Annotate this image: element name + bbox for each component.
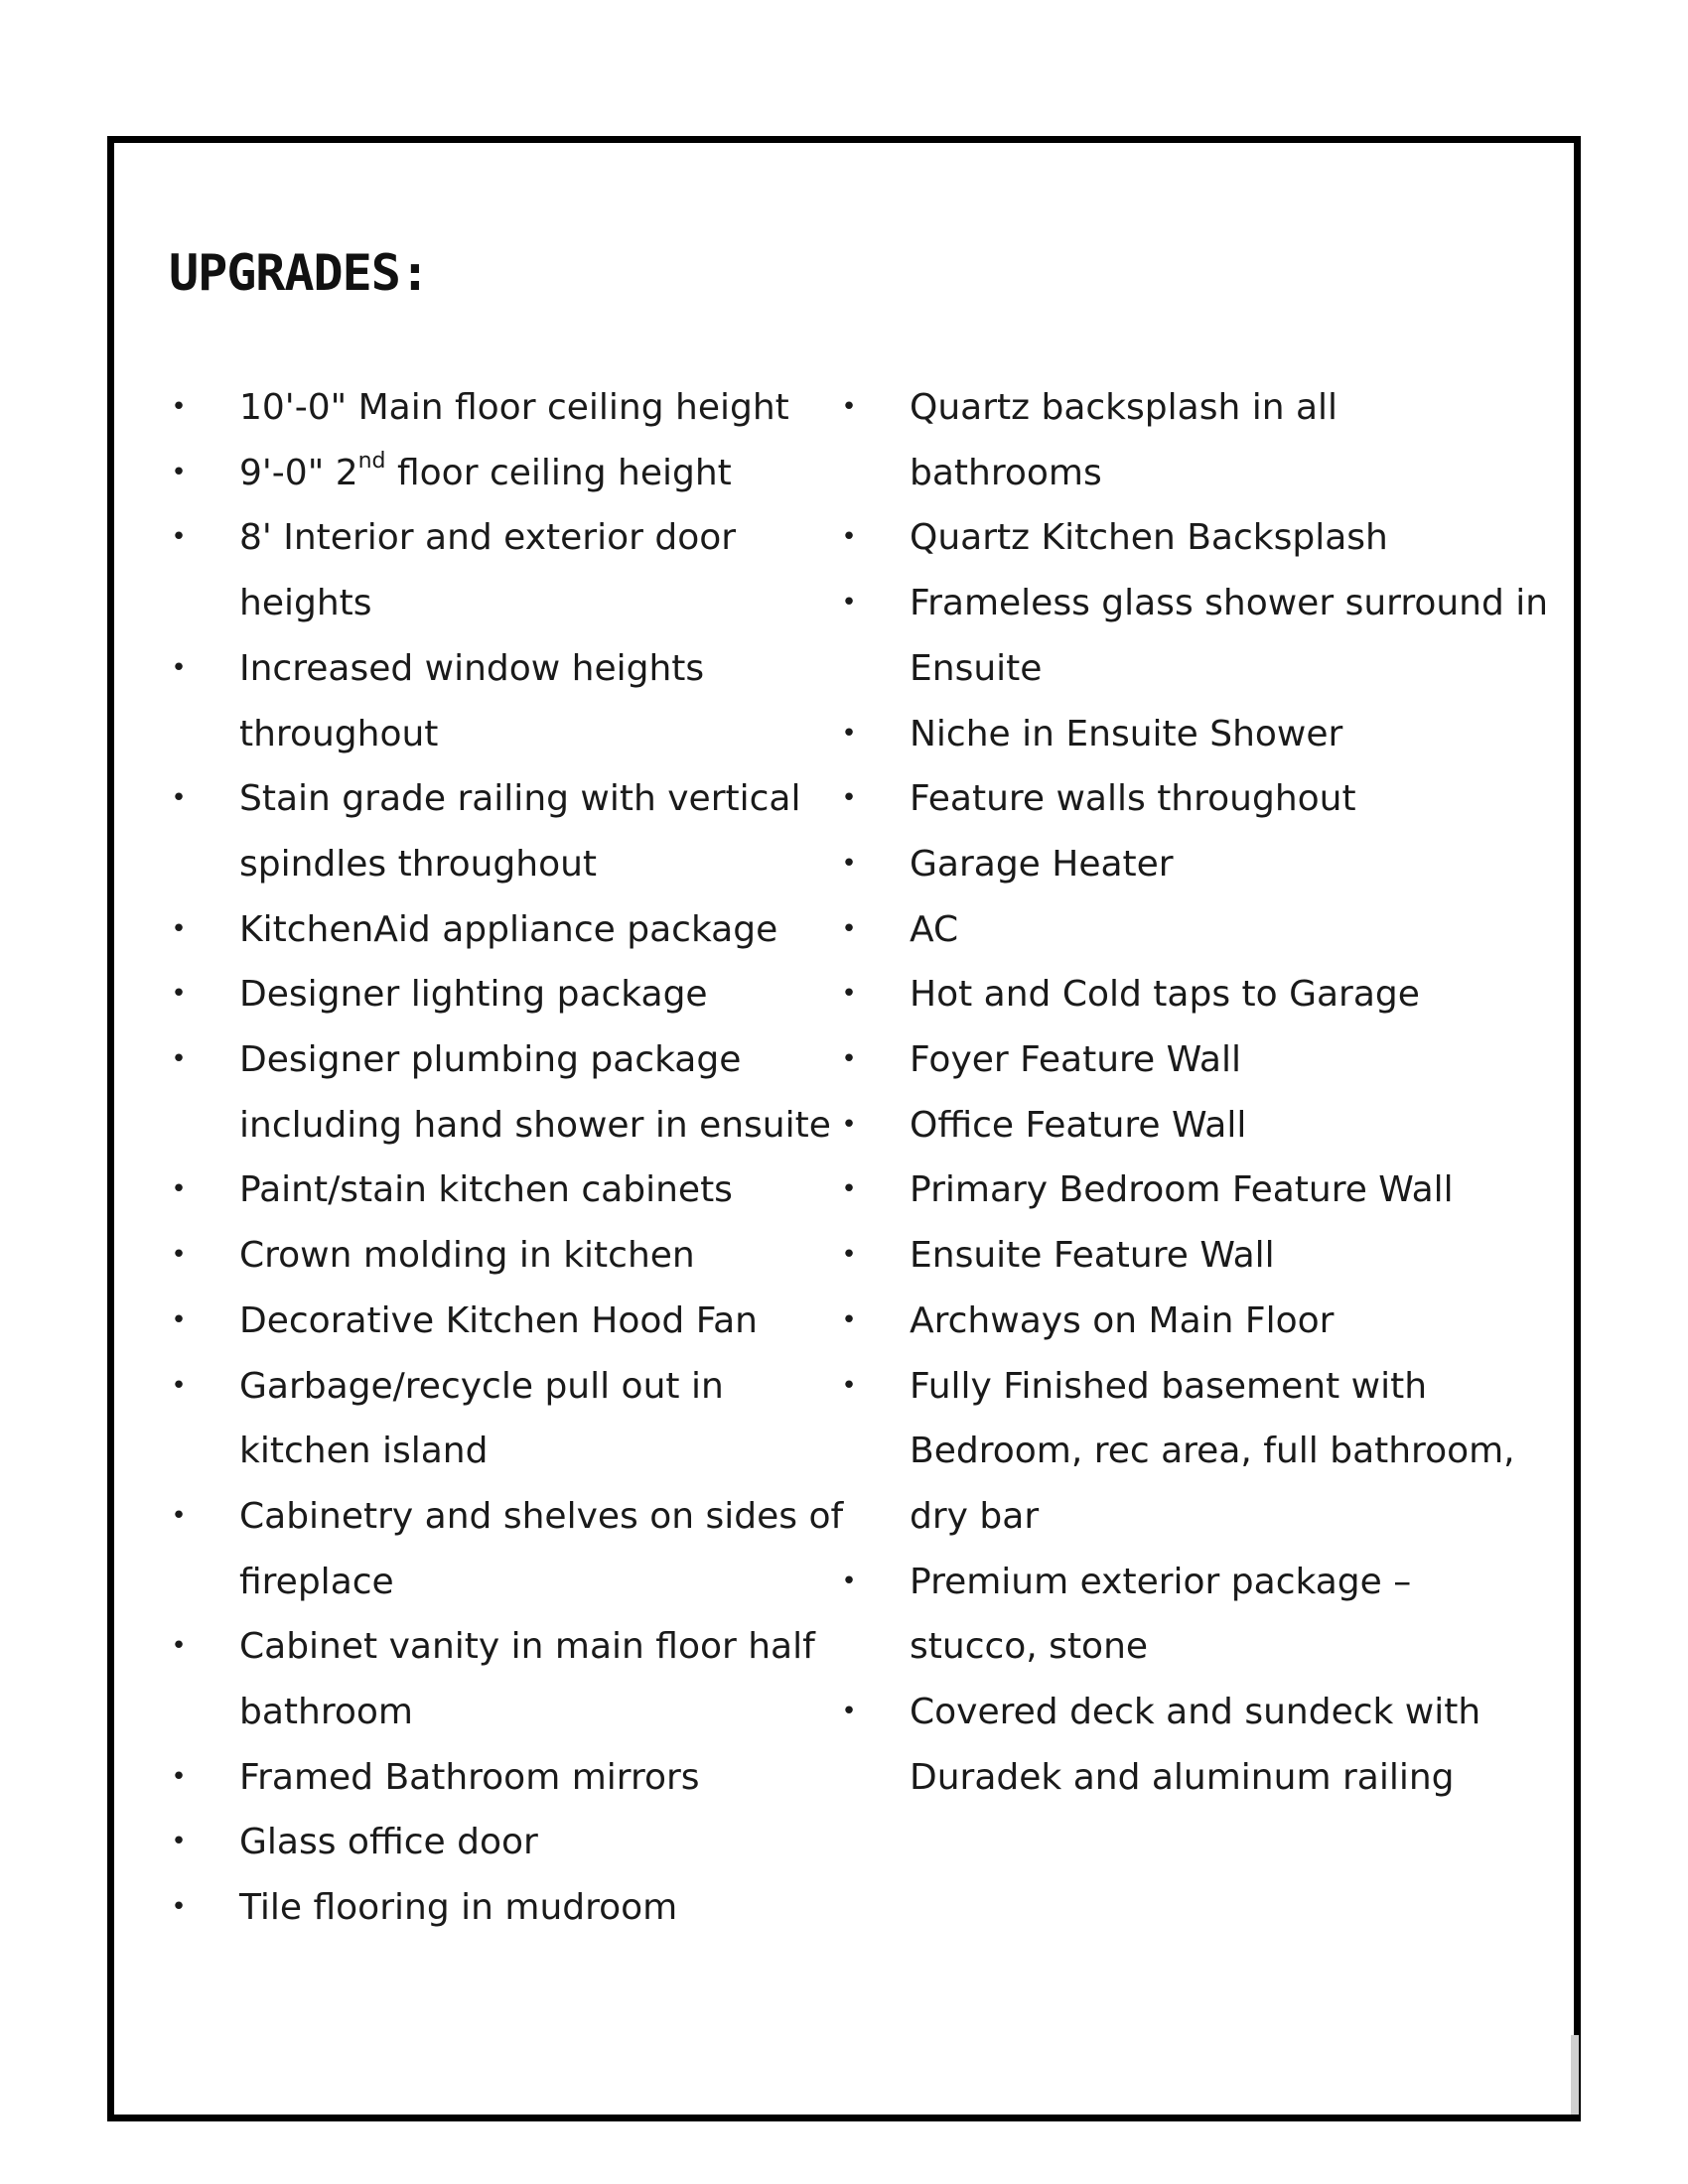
list-item xyxy=(169,1875,834,1941)
list-item-text: heights xyxy=(239,583,372,624)
list-item xyxy=(169,766,834,896)
bullet-icon: • xyxy=(841,522,857,553)
bullet-icon: • xyxy=(171,1240,187,1271)
list-item xyxy=(839,1354,1534,1550)
list-item-text: Frameless glass shower surround in xyxy=(910,583,1549,624)
list-item-text: Cabinetry and shelves on sides of xyxy=(239,1495,844,1537)
bullet-icon: • xyxy=(841,979,857,1010)
list-item-text: Hot and Cold taps to Garage xyxy=(910,974,1420,1016)
list-item-text: bathrooms xyxy=(910,452,1102,493)
bullet-icon: • xyxy=(171,457,187,487)
list-item xyxy=(839,1027,1534,1093)
bullet-icon: • xyxy=(171,1761,187,1792)
list-item xyxy=(169,636,834,766)
list-item xyxy=(839,1550,1534,1680)
list-item-text: KitchenAid appliance package xyxy=(239,908,778,950)
list-item-text: throughout xyxy=(239,713,439,754)
list-item xyxy=(169,1810,834,1875)
list-item-text: Premium exterior package – xyxy=(910,1561,1412,1602)
list-item xyxy=(839,571,1549,701)
list-item xyxy=(169,1223,834,1289)
list-item xyxy=(839,1158,1534,1223)
bullet-icon: • xyxy=(841,1566,857,1596)
list-item-text: Feature walls throughout xyxy=(910,778,1356,820)
bullet-icon: • xyxy=(171,522,187,553)
bullet-icon: • xyxy=(841,1044,857,1075)
list-item-text xyxy=(239,441,834,506)
list-item xyxy=(839,702,1534,767)
list-item-text: Quartz Kitchen Backsplash xyxy=(910,517,1388,559)
list-item xyxy=(169,505,834,635)
bullet-icon: • xyxy=(171,913,187,944)
list-item-text: Framed Bathroom mirrors xyxy=(239,1756,700,1798)
list-item-text: Fully Finished basement with xyxy=(910,1365,1428,1407)
list-item xyxy=(169,1745,834,1811)
list-item-text: Archways on Main Floor xyxy=(910,1299,1335,1341)
list-item xyxy=(839,1680,1534,1810)
bullet-icon: • xyxy=(171,1370,187,1401)
list-item xyxy=(169,962,834,1027)
bullet-icon: • xyxy=(171,1044,187,1075)
list-item-text: Foyer Feature Wall xyxy=(910,1039,1241,1081)
bullet-icon: • xyxy=(841,783,857,814)
list-item-text: Ensuite xyxy=(910,647,1043,689)
list-item-text: Quartz backsplash in all xyxy=(910,387,1338,428)
page-border-shadow xyxy=(1571,2035,1579,2115)
list-item-text: Cabinet vanity in main floor half xyxy=(239,1626,815,1668)
list-item-text: Stain grade railing with vertical xyxy=(239,778,801,820)
list-item xyxy=(169,1158,834,1223)
bullet-icon: • xyxy=(841,1304,857,1335)
bullet-icon: • xyxy=(171,979,187,1010)
list-item-text-part: floor ceiling height xyxy=(385,452,732,493)
list-item-text: stucco, stone xyxy=(910,1626,1149,1668)
list-item-text: Designer lighting package xyxy=(239,974,708,1016)
bullet-icon: • xyxy=(171,783,187,814)
bullet-icon: • xyxy=(841,1240,857,1271)
list-item-text: Garbage/recycle pull out in xyxy=(239,1365,724,1407)
list-item xyxy=(839,1289,1534,1354)
bullet-icon: • xyxy=(841,1109,857,1140)
list-item-text-part: 9'-0" 2 xyxy=(239,452,358,493)
list-item-text: Duradek and aluminum railing xyxy=(910,1756,1455,1798)
list-item xyxy=(169,1289,834,1354)
list-item xyxy=(169,441,834,506)
list-item-text: kitchen island xyxy=(239,1431,489,1472)
bullet-icon: • xyxy=(171,1631,187,1662)
list-item-text: Garage Heater xyxy=(910,843,1174,885)
list-item-text: Decorative Kitchen Hood Fan xyxy=(239,1299,758,1341)
bullet-icon: • xyxy=(171,1500,187,1531)
list-item-text: Bedroom, rec area, full bathroom, xyxy=(910,1431,1515,1472)
bullet-icon: • xyxy=(841,392,857,422)
list-item xyxy=(839,1223,1534,1289)
list-item-text: including hand shower in ensuite xyxy=(239,1104,831,1146)
list-item xyxy=(169,1027,834,1158)
bullet-icon: • xyxy=(171,1892,187,1923)
bullet-icon: • xyxy=(171,652,187,683)
list-item-text: Niche in Ensuite Shower xyxy=(910,713,1343,754)
list-item-text: Ensuite Feature Wall xyxy=(910,1235,1275,1277)
list-item-text: Glass office door xyxy=(239,1822,538,1863)
list-item xyxy=(839,897,1534,963)
list-item xyxy=(839,962,1534,1027)
upgrades-list-left xyxy=(169,375,844,1941)
list-item xyxy=(169,897,834,963)
list-item-text: dry bar xyxy=(910,1495,1040,1537)
bullet-icon: • xyxy=(841,1370,857,1401)
list-item xyxy=(839,766,1534,832)
bullet-icon: • xyxy=(171,1174,187,1205)
list-item xyxy=(839,832,1534,897)
bullet-icon: • xyxy=(841,718,857,749)
list-item-text: Tile flooring in mudroom xyxy=(239,1887,678,1929)
list-item-text: Crown molding in kitchen xyxy=(239,1235,695,1277)
list-item-text: AC xyxy=(910,908,959,950)
bullet-icon: • xyxy=(841,1174,857,1205)
list-item-text: Increased window heights xyxy=(239,647,705,689)
bullet-icon: • xyxy=(841,913,857,944)
bullet-icon: • xyxy=(171,392,187,422)
bullet-icon: • xyxy=(841,848,857,879)
list-item xyxy=(839,1093,1534,1159)
list-item-text: Primary Bedroom Feature Wall xyxy=(910,1169,1454,1211)
list-item xyxy=(839,375,1534,505)
list-item-text: Office Feature Wall xyxy=(910,1104,1247,1146)
bullet-icon: • xyxy=(841,588,857,618)
list-item xyxy=(169,375,834,441)
list-item-text: bathroom xyxy=(239,1692,413,1733)
list-item xyxy=(169,1484,844,1614)
list-item xyxy=(839,505,1534,571)
bullet-icon: • xyxy=(171,1304,187,1335)
page-title: UPGRADES: xyxy=(169,244,429,302)
list-item-text: Paint/stain kitchen cabinets xyxy=(239,1169,733,1211)
list-item-text: spindles throughout xyxy=(239,843,598,885)
list-item-text: Designer plumbing package xyxy=(239,1039,742,1081)
list-item xyxy=(169,1614,834,1744)
bullet-icon: • xyxy=(171,1827,187,1857)
list-item-text: fireplace xyxy=(239,1561,394,1602)
list-item-text: 8' Interior and exterior door xyxy=(239,517,737,559)
list-item-text: Covered deck and sundeck with xyxy=(910,1692,1481,1733)
bullet-icon: • xyxy=(841,1697,857,1727)
ordinal-suffix: nd xyxy=(357,448,386,474)
list-item-text: 10'-0" Main floor ceiling height xyxy=(239,387,789,428)
list-item xyxy=(169,1354,834,1484)
upgrades-list-right xyxy=(839,375,1549,1810)
